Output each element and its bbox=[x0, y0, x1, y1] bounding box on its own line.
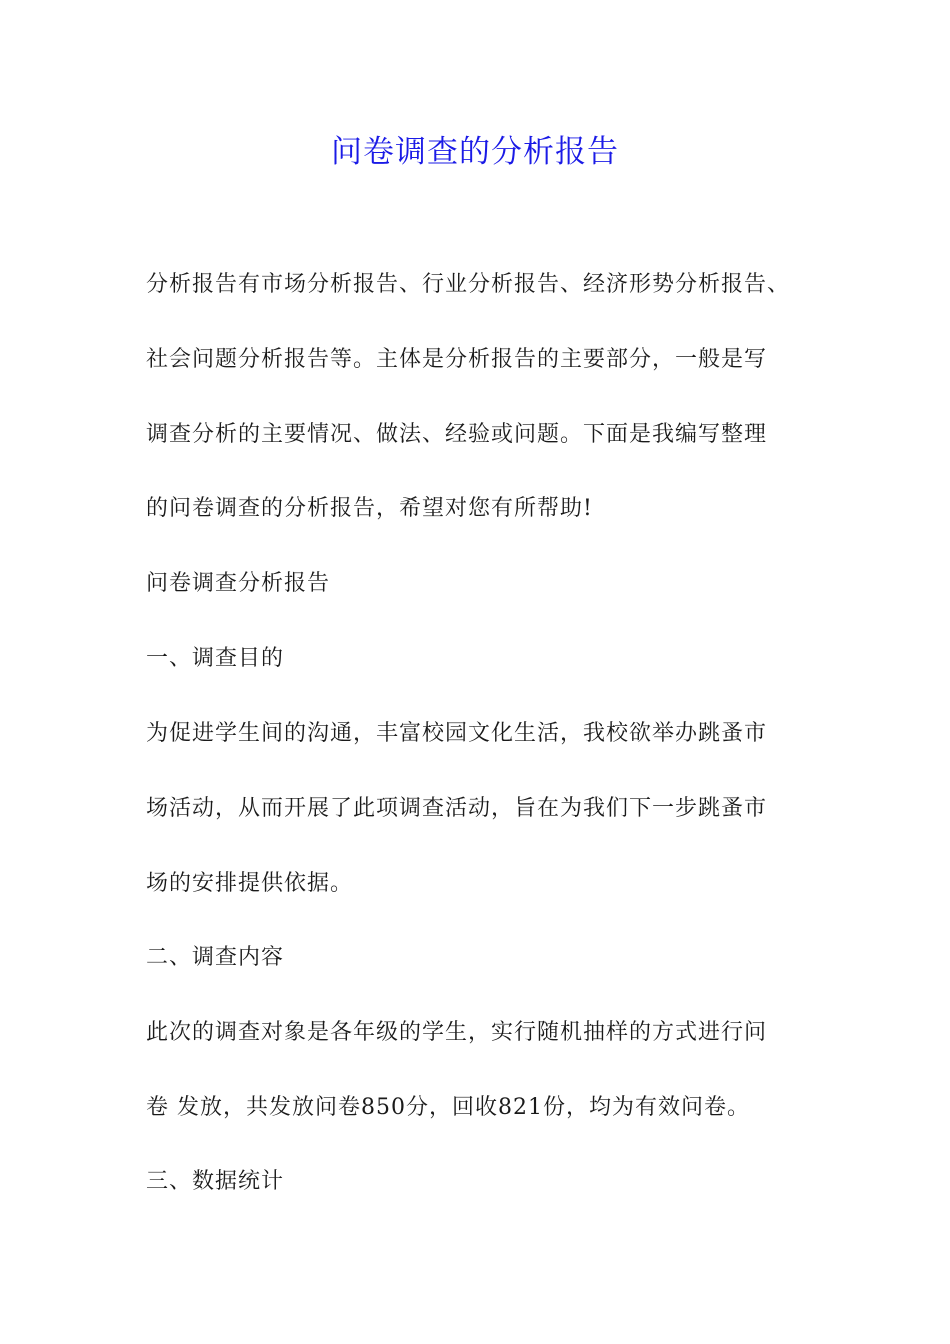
paragraph-intro-line-2: 社会问题分析报告等。主体是分析报告的主要部分，一般是写 bbox=[146, 347, 768, 372]
paragraph-purpose-line-3: 场的安排提供依据。 bbox=[146, 871, 354, 896]
paragraph-content-line-2: 卷 发放，共发放问卷850分，回收821份，均为有效问卷。 bbox=[146, 1095, 750, 1120]
document-title: 问卷调查的分析报告 bbox=[331, 134, 619, 170]
section-heading-purpose: 一、调查目的 bbox=[146, 646, 285, 671]
paragraph-intro-line-1: 分析报告有市场分析报告、行业分析报告、经济形势分析报告、 bbox=[146, 272, 791, 297]
paragraph-purpose-line-1: 为促进学生间的沟通，丰富校园文化生活，我校欲举办跳蚤市 bbox=[146, 721, 768, 746]
paragraph-intro-line-4: 的问卷调查的分析报告，希望对您有所帮助! bbox=[146, 496, 593, 521]
paragraph-intro-line-3: 调查分析的主要情况、做法、经验或问题。下面是我编写整理 bbox=[146, 422, 768, 447]
paragraph-content-line-1: 此次的调查对象是各年级的学生，实行随机抽样的方式进行问 bbox=[146, 1020, 768, 1045]
report-subtitle: 问卷调查分析报告 bbox=[146, 571, 331, 596]
section-heading-statistics: 三、数据统计 bbox=[146, 1169, 285, 1194]
section-heading-content: 二、调查内容 bbox=[146, 945, 285, 970]
paragraph-purpose-line-2: 场活动，从而开展了此项调查活动，旨在为我们下一步跳蚤市 bbox=[146, 796, 768, 821]
